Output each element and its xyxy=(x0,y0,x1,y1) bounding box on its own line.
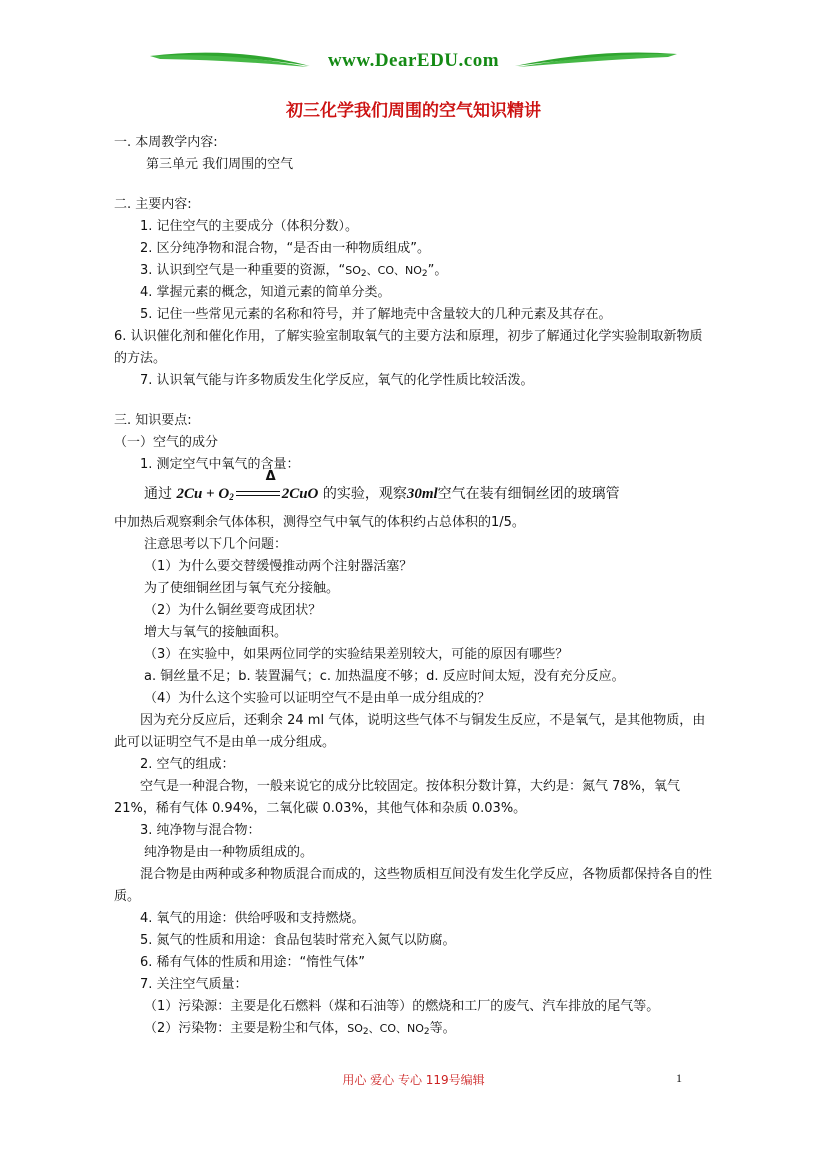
point-3: 3. 纯净物与混合物： xyxy=(140,823,261,838)
point-4: 4. 氧气的用途：供给呼吸和支持燃烧。 xyxy=(140,911,365,926)
question-1: （1）为什么要交替缓慢推动两个注射器活塞？ xyxy=(144,559,413,574)
section-1-heading: 一. 本周教学内容: xyxy=(114,135,218,150)
site-url[interactable]: www.DearEDU.com xyxy=(327,50,500,71)
question-4: （4）为什么这个实验可以证明空气不是由单一成分组成的？ xyxy=(144,691,491,706)
list-item: 1. 记住空气的主要成分（体积分数）。 xyxy=(140,219,359,234)
list-item: 6. 认识催化剂和催化作用，了解实验室制取氧气的主要方法和原理，初步了解通过化学实验制取新物质的方法。 xyxy=(114,329,703,366)
point-2: 2. 空气的组成： xyxy=(140,757,235,772)
point-7: 7. 关注空气质量： xyxy=(140,977,248,992)
question-3: （3）在实验中，如果两位同学的实验结果差别较大，可能的原因有哪些？ xyxy=(144,647,569,662)
point-6: 6. 稀有气体的性质和用途：“惰性气体” xyxy=(140,955,366,970)
volume-value: 30ml xyxy=(406,486,438,502)
question-2: （2）为什么铜丝要弯成团状？ xyxy=(144,603,322,618)
point-3-pure: 纯净物是由一种物质组成的。 xyxy=(144,845,314,860)
list-item: 2. 区分纯净物和混合物，“是否由一种物质组成”。 xyxy=(140,241,431,256)
equation-continuation: 中加热后观察剩余气体体积，测得空气中氧气的体积约占总体积的1/5。 xyxy=(114,515,525,530)
answer-3: a. 铜丝量不足；b. 装置漏气；c. 加热温度不够；d. 反应时间太短，没有充分反应。 xyxy=(144,669,625,684)
subsection-heading: （一）空气的成分 xyxy=(114,435,219,450)
point-3-mixture: 混合物是由两种或多种物质混合而成的，这些物质相互间没有发生化学反应，各物质都保持各自的性质。 xyxy=(114,867,713,904)
list-item: 5. 记住一些常见元素的名称和符号，并了解地壳中含量较大的几种元素及其存在。 xyxy=(140,307,612,322)
page-number: 1 xyxy=(676,1071,682,1085)
answer-4: 因为充分反应后，还剩余 24 ml 气体，说明这些气体不与铜发生反应，不是氧气，是其他物质，由此可以证明空气不是由单一成分组成。 xyxy=(114,713,706,750)
document-body xyxy=(114,132,718,1040)
section-2-heading: 二. 主要内容: xyxy=(114,197,192,212)
equation-rhs: 2CuO xyxy=(281,486,319,502)
point-5: 5. 氮气的性质和用途：食品包装时常充入氮气以防腐。 xyxy=(140,933,456,948)
note-line: 注意思考以下几个问题： xyxy=(144,537,288,552)
list-item: 7. 认识氧气能与许多物质发生化学反应，氧气的化学性质比较活泼。 xyxy=(140,373,534,388)
point-2-text: 空气是一种混合物，一般来说它的成分比较固定。按体积分数计算，大约是：氮气 78%，氧气 21%，稀有气体 0.94%，二氧化碳 0.03%，其他气体和杂质 0.03%。 xyxy=(114,779,681,816)
point-7-pollutants: （2）污染物：主要是粉尘和气体，$SO_2$、CO、$NO_2$等。 xyxy=(144,1021,456,1037)
equation-line: 通过 $2Cu + O_2$ Δ 2CuO 的实验，观察30ml空气在装有细铜丝团的玻璃管 xyxy=(144,469,620,502)
point-7-source: （1）污染源：主要是化石燃料（煤和石油等）的燃烧和工厂的废气、汽车排放的尾气等。 xyxy=(144,999,660,1014)
section-1-line: 第三单元 我们周围的空气 xyxy=(146,157,294,172)
footer-text: 用心 爱心 专心 119号编辑 xyxy=(342,1073,485,1087)
list-item: 4. 掌握元素的概念，知道元素的简单分类。 xyxy=(140,285,391,300)
answer-1: 为了使细铜丝团与氧气充分接触。 xyxy=(144,581,340,596)
point-1: 1. 测定空气中氧气的含量： xyxy=(140,457,300,472)
equation-lhs: $2Cu + O_2$ xyxy=(176,486,234,502)
document-title: 初三化学我们周围的空气知识精讲 xyxy=(286,101,541,121)
list-item: 3. 认识到空气是一种重要的资源，“$SO_2$、CO、$NO_2$”。 xyxy=(140,263,448,279)
section-3-heading: 三. 知识要点: xyxy=(114,413,192,428)
answer-2: 增大与氧气的接触面积。 xyxy=(144,625,288,640)
heat-arrow-icon: Δ xyxy=(236,484,280,504)
